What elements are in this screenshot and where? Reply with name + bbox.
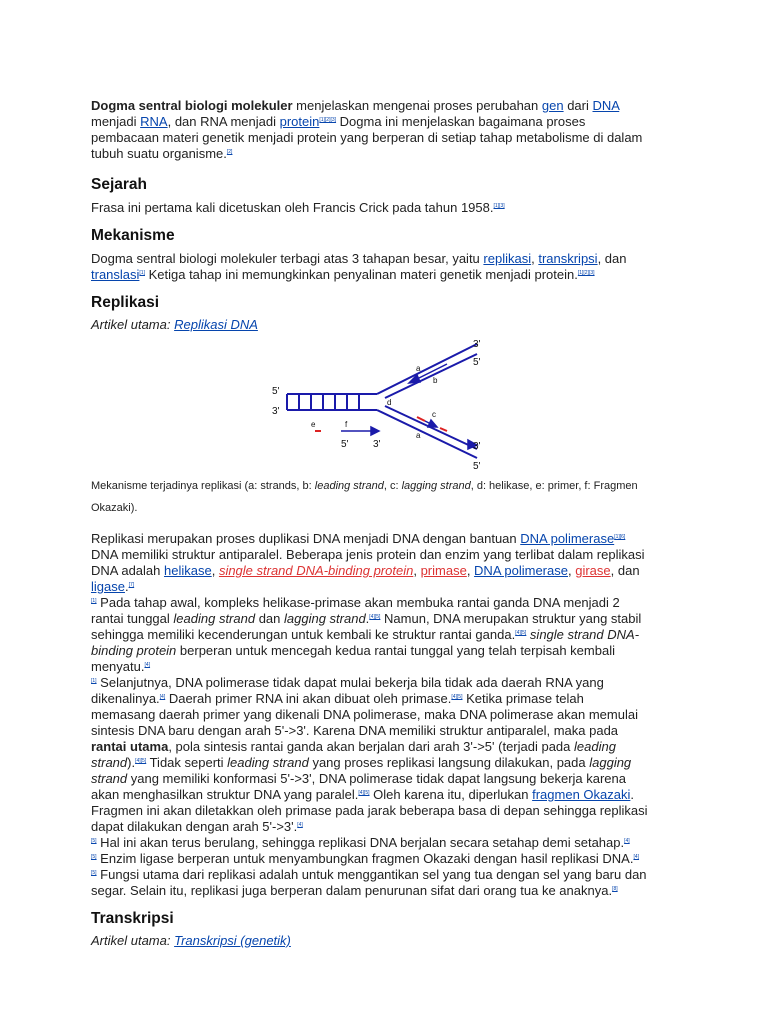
primers	[315, 417, 447, 431]
label-a-bottom: a	[416, 431, 421, 440]
body-text: Daerah primer RNA ini akan dibuat oleh primase.	[165, 691, 452, 706]
label-d: d	[387, 398, 392, 407]
body-text: Fungsi utama dari replikasi adalah untuk menggantikan sel yang tua dengan sel yang baru dan segar. Selain itu, replikasi juga berperan dalam penurunan sifat dari orang tua ke anaknya.	[91, 867, 647, 898]
heading-sejarah: Sejarah	[91, 176, 148, 193]
body-text: yang memiliki konformasi 5'->3', DNA polimerase tidak dapat langsung bekerja karena akan menghasilkan struktur DNA yang paralel.	[91, 771, 626, 802]
sejarah-paragraph	[91, 200, 651, 216]
body-text: Selanjutnya, DNA polimerase tidak dapat mulai bekerja bila tidak ada daerah RNA yang dikenalinya.	[91, 675, 604, 706]
intro-text: menjelaskan mengenai proses perubahan	[292, 98, 542, 113]
citation[interactable]: [8]	[612, 886, 618, 892]
body-text: lagging strand	[91, 755, 632, 786]
body-text: DNA memiliki struktur antiparalel. Beberapa jenis protein dan enzim yang terlibat dalam replikasi DNA adalah	[91, 547, 645, 578]
intro-text: menjadi	[91, 114, 141, 129]
fork-strands	[377, 344, 477, 458]
body-text: . Fragmen ini akan diletakkan oleh primase pada jarak beberapa basa di depan sehingga replikasi dapat dilakukan dengan arah 5'->3'.	[91, 787, 648, 834]
label-a-top: a	[416, 364, 421, 373]
citation[interactable]: [5]	[91, 838, 97, 844]
citation[interactable]: [2]	[226, 149, 233, 155]
caption-text: lagging strand	[401, 480, 471, 492]
intro-paragraph	[91, 98, 651, 162]
mekanisme-text: Dogma sentral biologi molekuler terbagi atas 3 tahapan besar, yaitu	[91, 251, 484, 266]
body-text: single strand DNA-binding protein	[91, 627, 640, 658]
label-5-bottom: 5'	[473, 461, 481, 472]
heading-transkripsi: Transkripsi	[91, 910, 174, 927]
link-protein[interactable]: protein	[279, 114, 320, 129]
mekanisme-paragraph	[91, 251, 651, 283]
label-3-bottom: 3'	[473, 441, 481, 452]
body-text: ,	[466, 563, 475, 578]
link-ligase[interactable]: ligase	[91, 579, 125, 594]
body-text: Hal ini akan terus berulang, sehingga replikasi DNA berjalan secara setahap demi setahap.	[96, 835, 625, 850]
link-replikasi-dna[interactable]: Replikasi DNA	[174, 317, 258, 332]
body-text: ,	[211, 563, 219, 578]
mekanisme-text: ,	[531, 251, 539, 266]
body-text: Pada tahap awal, kompleks helikase-primase akan membuka rantai ganda DNA menjadi 2 rantai tunggal	[91, 595, 620, 626]
mekanisme-text: Ketiga tahap ini memungkinkan penyalinan materi genetik menjadi protein.	[144, 267, 578, 282]
body-text: Namun, DNA merupakan struktur yang stabil sehingga memiliki kecenderungan untuk kembali ke struktur rantai ganda.	[91, 611, 642, 642]
body-text: , dan	[610, 563, 640, 578]
label-e: e	[311, 420, 316, 429]
citation[interactable]: [4][5]	[135, 758, 147, 764]
mekanisme-text: , dan	[597, 251, 627, 266]
link-translasi[interactable]: translasi	[91, 267, 140, 282]
label-b: b	[433, 376, 438, 385]
body-text: Replikasi merupakan proses duplikasi DNA menjadi DNA dengan bantuan	[91, 531, 521, 546]
body-text: Tidak seperti	[146, 755, 228, 770]
link-ssb[interactable]: single strand DNA-binding protein	[218, 563, 414, 578]
body-text: ,	[413, 563, 421, 578]
citation[interactable]: [7]	[128, 582, 135, 588]
heading-mekanisme: Mekanisme	[91, 227, 175, 244]
label-3-primer: 3'	[373, 439, 381, 450]
link-rna[interactable]: RNA	[140, 114, 168, 129]
citation[interactable]: [4]	[144, 662, 151, 668]
citation[interactable]: [4][5]	[515, 630, 527, 636]
label-3-top: 3'	[473, 339, 481, 350]
intro-text: dari	[563, 98, 593, 113]
caption-text: , d: helikase, e: primer, f: Fragmen Okazaki).	[91, 480, 638, 514]
intro-text: , dan RNA menjadi	[167, 114, 280, 129]
citation[interactable]: [4][5]	[451, 694, 463, 700]
main-article-note	[91, 317, 651, 333]
citation[interactable]: [1]	[139, 270, 145, 276]
body-text: ,	[567, 563, 576, 578]
body-text: rantai utama	[91, 739, 169, 754]
citation[interactable]: [4]	[624, 838, 630, 844]
link-helikase[interactable]: helikase	[164, 563, 212, 578]
link-transkripsi-genetik[interactable]: Transkripsi (genetik)	[174, 933, 291, 948]
citation[interactable]: [4][5]	[369, 614, 381, 620]
citation[interactable]: [5]	[91, 854, 97, 860]
link-girase[interactable]: girase	[575, 563, 611, 578]
body-text: leading strand	[91, 739, 616, 770]
citation[interactable]: [1][2][3]	[577, 270, 595, 276]
link-gen[interactable]: gen	[541, 98, 564, 113]
citation[interactable]: [1][3]	[493, 203, 505, 209]
citation[interactable]: [1]	[91, 598, 97, 604]
link-fragmen-okazaki[interactable]: fragmen Okazaki	[532, 787, 631, 802]
body-text: Oleh karena itu, diperlukan	[369, 787, 533, 802]
body-text: dan	[255, 611, 284, 626]
body-text: berperan untuk mencegah kedua rantai tunggal yang telah terpisah kembali menyatu.	[91, 643, 615, 674]
heading-replikasi: Replikasi	[91, 294, 160, 311]
label-5-left: 5'	[272, 386, 280, 397]
intro-term: Dogma sentral biologi molekuler	[91, 98, 293, 113]
label-f: f	[345, 420, 348, 429]
label-c: c	[432, 410, 436, 419]
citation[interactable]: [4]	[159, 694, 166, 700]
body-text: Enzim ligase berperan untuk menyambungkan fragmen Okazaki dengan hasil replikasi DNA.	[96, 851, 634, 866]
link-dna-polimerase[interactable]: DNA polimerase	[520, 531, 615, 546]
citation[interactable]: [4]	[633, 854, 640, 860]
main-article-prefix: Artikel utama:	[91, 933, 175, 948]
main-article-note-transkripsi	[91, 933, 651, 949]
parent-dna-ladder	[287, 394, 377, 410]
link-dna-polimerase-2[interactable]: DNA polimerase	[474, 563, 568, 578]
sejarah-text: Frasa ini pertama kali dicetuskan oleh Francis Crick pada tahun 1958.	[91, 200, 494, 215]
body-text: leading strand	[173, 611, 256, 626]
link-transkripsi[interactable]: transkripsi	[538, 251, 598, 266]
article	[91, 98, 651, 949]
citation[interactable]: [4][5]	[358, 790, 370, 796]
link-primase[interactable]: primase	[420, 563, 467, 578]
citation[interactable]: [1][2][3]	[319, 117, 337, 123]
body-text: lagging strand	[284, 611, 366, 626]
body-text: ).	[127, 755, 136, 770]
citation[interactable]: [1][6]	[614, 534, 626, 540]
body-text: leading strand	[227, 755, 309, 770]
citation[interactable]: [4]	[297, 822, 303, 828]
caption-text: leading strand	[314, 480, 384, 492]
body-text: yang proses replikasi langsung dilakukan, pada	[308, 755, 590, 770]
citation[interactable]: [1]	[91, 678, 97, 684]
replikasi-paragraph: Replikasi merupakan proses duplikasi DNA menjadi DNA dengan bantuan DNA polimerase[1][6] DNA memiliki struktur antiparalel. Beberapa jenis protein dan enzim yang terlibat dalam replikasi DNA adalah helikase, single strand DNA-binding protein, primase, DNA polimerase, girase, dan ligase.[7] [1] Pada tahap awal, kompleks helikase-primase akan membuka rantai ganda DNA menjadi 2 rantai tunggal leading strand dan lagging strand.[4][5] Namun, DNA merupakan struktur yang stabil sehingga memiliki kecenderungan untuk kembali ke struktur rantai ganda.[4][5] single strand DNA-binding protein berperan untuk mencegah kedua rantai tunggal yang telah terpisah kembali menyatu.[4] [1] Selanjutnya, DNA polimerase tidak dapat mulai bekerja bila tidak ada daerah RNA yang dikenalinya.[4] Daerah primer RNA ini akan dibuat oleh primase.[4][5] Ketika primase telah memasang daerah primer yang dikenali DNA polimerase, maka DNA polimerase akan memulai sintesis DNA baru dengan arah 5'->3'. Karena DNA memiliki struktur antiparalel, maka pada rantai utama, pola sintesis rantai ganda akan berjalan dari arah 3'->5' (terjadi pada leading strand).[4][5] Tidak seperti leading strand yang proses replikasi langsung dilakukan, pada lagging strand yang memiliki konformasi 5'->3', DNA polimerase tidak dapat langsung bekerja karena akan menghasilkan struktur DNA yang paralel.[4][5] Oleh karena itu, diperlukan fragmen Okazaki. Fragmen ini akan diletakkan oleh primase pada jarak beberapa basa di depan sehingga replikasi dapat dilakukan dengan arah 5'->3'.[4] [5] Hal ini akan terus berulang, sehingga replikasi DNA berjalan secara setahap demi setahap.[4] [5] Enzim ligase berperan untuk menyambungkan fragmen Okazaki dengan hasil replikasi DNA.[4] [5] Fungsi utama dari replikasi adalah untuk menggantikan sel yang tua dengan sel yang baru dan segar. Selain itu, replikasi juga berperan dalam penurunan sifat dari orang tua ke anaknya.[8]	[91, 531, 648, 898]
link-dna[interactable]: DNA	[592, 98, 620, 113]
body-text: Ketika primase telah memasang daerah primer yang dikenali DNA polimerase, maka DNA polimerase akan memulai sintesis DNA baru dengan arah 5'->3'. Karena DNA memiliki struktur antiparalel, maka pada	[91, 691, 638, 738]
intro-text: Dogma ini menjelaskan bagaimana proses pembacaan materi genetik menjadi protein yang berperan di setiap tahap metabolisme di dalam tubuh suatu organisme.	[91, 114, 643, 161]
replication-diagram	[272, 339, 497, 472]
figure-caption	[91, 475, 651, 519]
main-article-prefix: Artikel utama:	[91, 317, 175, 332]
body-text: , pola sintesis rantai ganda akan berjalan dari arah 3'->5' (terjadi pada	[168, 739, 575, 754]
arrows	[341, 364, 477, 449]
caption-text: , c:	[383, 480, 402, 492]
label-5-primer: 5'	[341, 439, 349, 450]
label-3-left: 3'	[272, 406, 280, 417]
caption-text: Mekanisme terjadinya replikasi (a: strands, b:	[91, 480, 315, 492]
link-replikasi[interactable]: replikasi	[483, 251, 532, 266]
label-5-top: 5'	[473, 357, 481, 368]
citation[interactable]: [5]	[91, 870, 97, 876]
